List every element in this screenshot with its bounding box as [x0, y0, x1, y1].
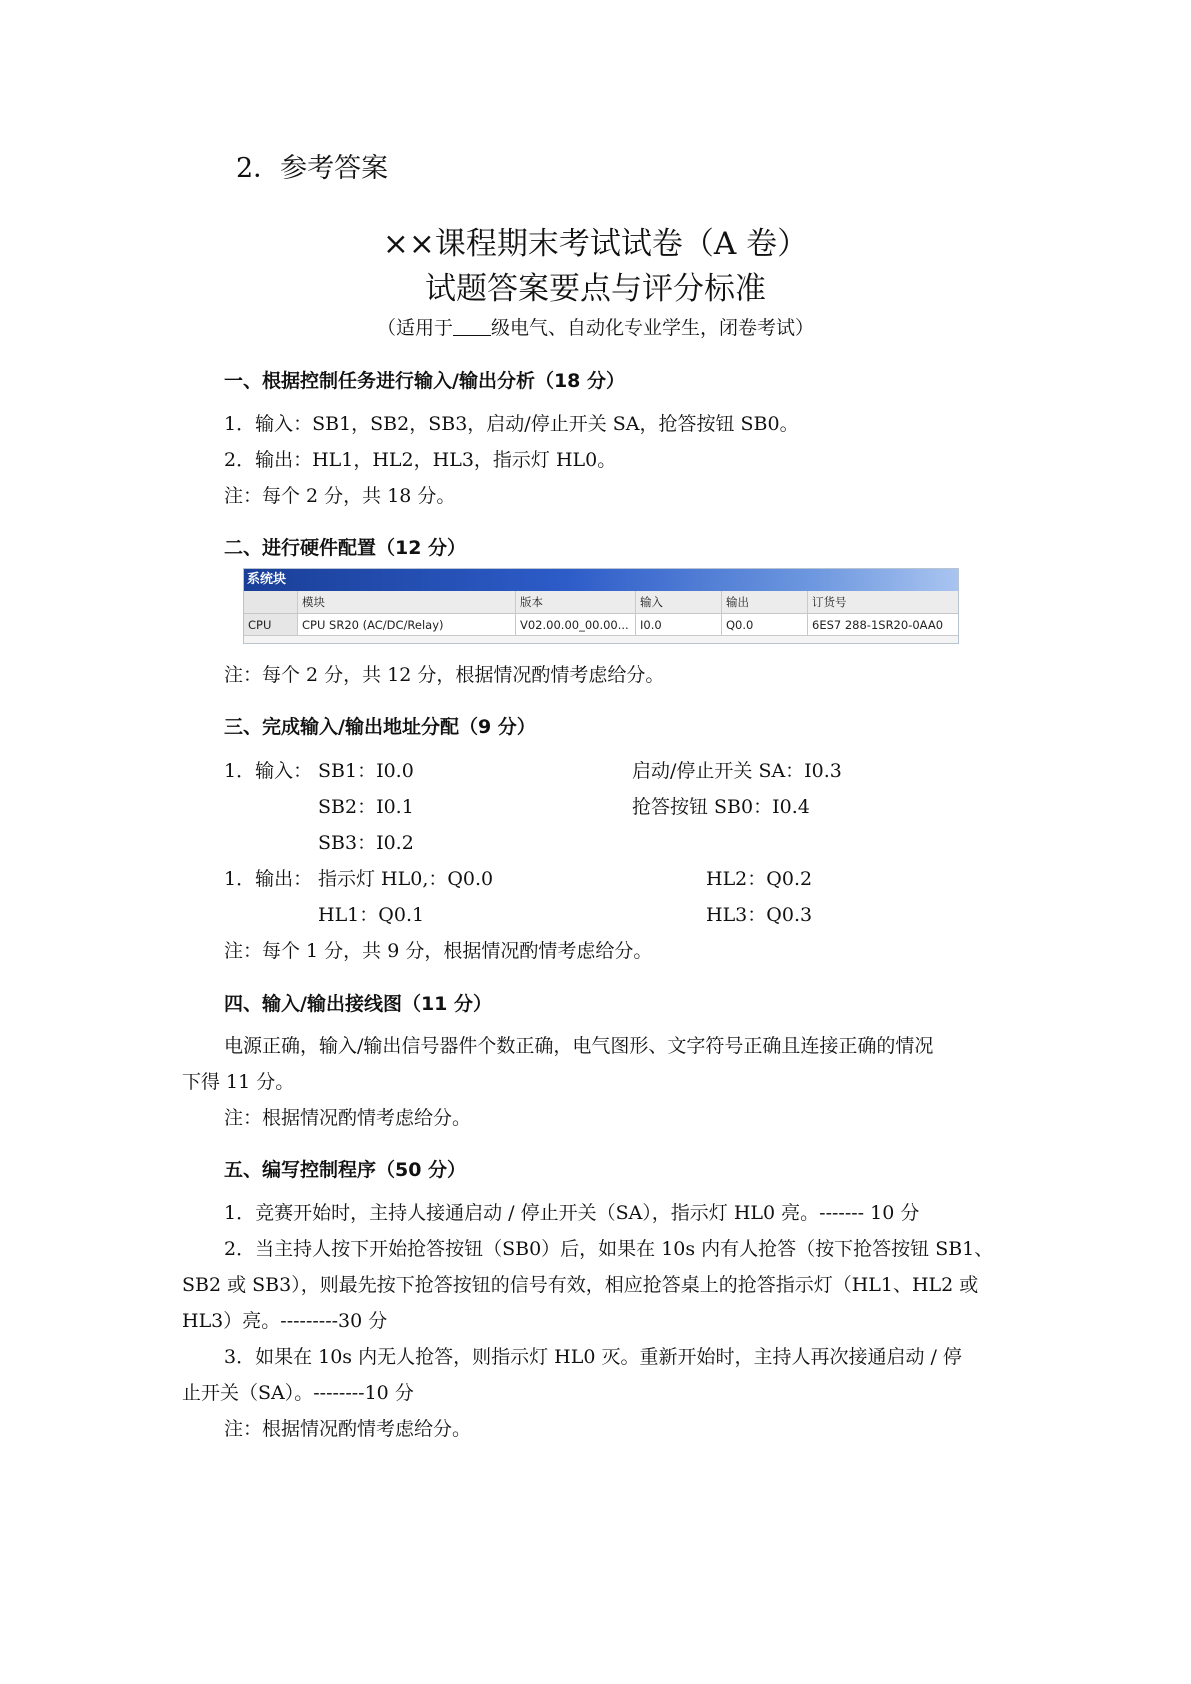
blank-line	[453, 317, 491, 336]
header-cell	[244, 591, 298, 613]
header-module: 模块	[298, 591, 516, 613]
s4-note: 注：根据情况酌情考虑给分。	[224, 1107, 472, 1129]
exam-title: ××课程期末考试试卷（A 卷）	[382, 226, 809, 262]
system-block-screenshot	[243, 568, 959, 644]
row-label: CPU	[244, 614, 298, 636]
s3-input-sa: 启动/停止开关 SA：I0.3	[632, 760, 842, 782]
header-order-number: 订货号	[812, 595, 847, 609]
s3-output-hl3: HL3：Q0.3	[706, 904, 813, 926]
section-3-heading: 三、完成输入/输出地址分配（9 分）	[224, 716, 536, 738]
section-1-heading: 一、根据控制任务进行输入/输出分析（18 分）	[224, 370, 625, 392]
cell-output: Q0.0	[722, 614, 808, 636]
header-output: 输出	[722, 591, 808, 613]
section-2-heading: 二、进行硬件配置（12 分）	[224, 537, 467, 559]
applicability-prefix: （适用于	[376, 317, 453, 339]
header-version: 版本	[516, 591, 636, 613]
s3-input-sb2: SB2：I0.1	[318, 796, 414, 818]
system-block-title: 系统块	[244, 569, 958, 591]
s5-item-2-line-3: HL3）亮。---------30 分	[182, 1310, 388, 1332]
applicability-suffix: 级电气、自动化专业学生，闭卷考试）	[491, 317, 815, 339]
applicability-note	[0, 313, 1191, 340]
s5-note: 注：根据情况酌情考虑给分。	[224, 1418, 472, 1440]
s3-output-hl0: 指示灯 HL0,：Q0.0	[318, 868, 494, 890]
s5-item-1: 1．竞赛开始时，主持人接通启动 / 停止开关（SA），指示灯 HL0 亮。------- 10 分	[224, 1202, 920, 1224]
s3-note: 注：每个 1 分，共 9 分，根据情况酌情考虑给分。	[224, 940, 653, 962]
s1-line-2: 2．输出：HL1，HL2，HL3，指示灯 HL0。	[224, 449, 617, 471]
page-heading: 2．参考答案	[236, 153, 389, 184]
cell-input: I0.0	[636, 614, 722, 636]
s3-output-hl1: HL1：Q0.1	[318, 904, 425, 926]
exam-subtitle: 试题答案要点与评分标准	[425, 271, 766, 307]
s2-note: 注：每个 2 分，共 12 分，根据情况酌情考虑给分。	[224, 664, 665, 686]
s3-input-sb1: SB1：I0.0	[318, 760, 414, 782]
table-row	[244, 614, 958, 636]
header-input: 输入	[636, 591, 722, 613]
s4-paragraph-line-1: 电源正确，输入/输出信号器件个数正确，电气图形、文字符号正确且连接正确的情况	[224, 1035, 934, 1057]
s1-note: 注：每个 2 分，共 18 分。	[224, 485, 456, 507]
s5-item-2-line-2: SB2 或 SB3），则最先按下抢答按钮的信号有效，相应抢答桌上的抢答指示灯（HL1、HL2 或	[182, 1274, 979, 1296]
s3-input-sb3: SB3：I0.2	[318, 832, 414, 854]
s1-line-1: 1．输入：SB1，SB2，SB3，启动/停止开关 SA，抢答按钮 SB0。	[224, 413, 799, 435]
s3-output-prefix: 1．输出：	[224, 868, 313, 890]
s5-item-3-line-2: 止开关（SA）。--------10 分	[182, 1382, 414, 1404]
s5-item-3-line-1: 3．如果在 10s 内无人抢答，则指示灯 HL0 灭。重新开始时，主持人再次接通启动 / 停	[224, 1346, 962, 1368]
s3-output-hl2: HL2：Q0.2	[706, 868, 813, 890]
section-5-heading: 五、编写控制程序（50 分）	[224, 1159, 467, 1181]
cell-order-number: 6ES7 288-1SR20-0AA0	[808, 614, 958, 636]
table-header-row	[244, 591, 958, 614]
s3-input-prefix: 1．输入：	[224, 760, 313, 782]
s3-input-sb0: 抢答按钮 SB0：I0.4	[632, 796, 810, 818]
s5-item-2-line-1: 2．当主持人按下开始抢答按钮（SB0）后，如果在 10s 内有人抢答（按下抢答按钮 SB1、	[224, 1238, 994, 1260]
section-4-heading: 四、输入/输出接线图（11 分）	[224, 993, 492, 1015]
cell-module: CPU SR20 (AC/DC/Relay)	[298, 614, 516, 636]
s4-paragraph-line-2: 下得 11 分。	[182, 1071, 295, 1093]
cell-version: V02.00.00_00.00...	[516, 614, 636, 636]
